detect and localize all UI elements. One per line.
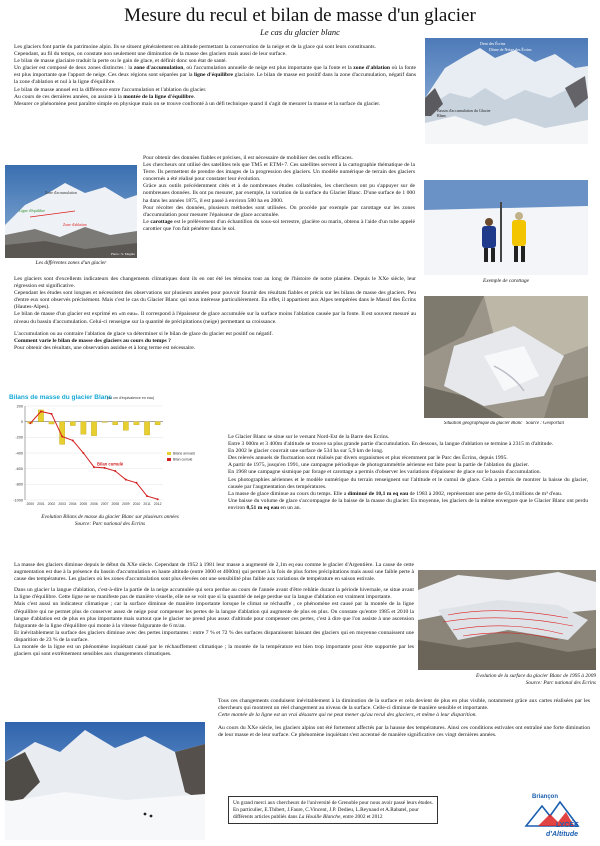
chart-source: Source: Parc national des Écrins	[74, 521, 146, 527]
surface-evolution-photo	[418, 570, 596, 670]
cumulative-balance-point	[114, 470, 116, 472]
mass-balance-chart-svg	[5, 392, 215, 512]
research-question: Comment varie le bilan de masse des glaciers au cours du temps ?	[14, 337, 171, 344]
glacier-paragraph: En 1968 une campagne sismique par forage et carottage a permis d'observer les variations d'épaisseur de glace sur le bassin d'accumulation.	[228, 469, 541, 476]
zones-photo-caption: Les différentes zones d'un glacier	[35, 260, 107, 266]
chart-title: Bilans de masse du glacier Blanc	[9, 394, 112, 401]
methods-paragraph: Les chercheurs ont utilisé des satellites tels que TM5 et ETM+7. Ces satellites servent à la cartographie thématique de la Terre. Ils permettent de prendre des images de la progression des glaciers. Un modèle numérique de terrain des glaciers concernés a été réalisé pour constater leur évolution.	[143, 162, 415, 183]
glacier-paragraph: A partir de 1975, jusqu'en 1991, une campagne périodique de photogrammétrie aérienne est faite pour la partie de l'ablation du glacier.	[228, 462, 530, 469]
history-paragraph: Le bilan de masse d'un glacier est exprimé en «m eau». Il correspond à l'épaisseur de glace accumulée sur la surface moins l'ablation causée par la fonte. Il est souvent mesuré au niveau du bassin d'accumulation. Celui-ci renseigne sur la quantité de précipitations (neige) permettant sa croissance.	[14, 311, 416, 325]
logo-city: Briançon	[532, 794, 559, 800]
page-title: Mesure du recul et bilan de masse d'un glacier	[124, 5, 476, 26]
legend-swatch-cumulative	[167, 458, 171, 461]
conclusion-text	[218, 698, 590, 770]
carottage-paragraph: Le carottage est le prélèvement d'un échantillon du sous-sol terrestre, glacière ou marin, obtenu à l'aide d'un tube appelé carottier que l'on fait pénétrer dans le sol.	[143, 218, 415, 232]
decline-paragraph: La montée de la ligne est un phénomène inquiétant causé par le réchauffement climatique ; la montée de la température est bien trop importante pour être supportée par les glaciers qui sont extrêmement sensibles aux changements climatiques.	[14, 644, 414, 658]
geographic-map-photo	[424, 296, 588, 418]
cumulative-balance-point	[157, 498, 159, 500]
volume-loss-paragraph: Une baisse du volume de glace s'accompagne de la baisse de la masse du glacier. En moyenne, les glaciers de la même envergure que le Glacier Blanc ont perdu environ 0,51 m eq eau en un an.	[228, 497, 588, 511]
surface-photo-caption: Évolution de la surface du glacier Blanc de 1995 à 2009	[475, 673, 596, 679]
x-tick-label: 2011	[143, 502, 151, 506]
annual-balance-bar	[81, 422, 86, 435]
zone-label: Zone d'accumulation	[45, 191, 77, 195]
glacier-paragraph: Les photographies aériennes et le modèle numérique du terrain renseignent sur l'altitude et le cumul de glace. Cela a permis de montrer la baisse du glacier, causée par l'augmentation des températures.	[228, 476, 588, 490]
x-tick-label: 2000	[26, 502, 35, 506]
acknowledgements-text: Un grand merci aux chercheurs de l'université de Grenoble pour nous avoir passé leurs études. En particulier, E.Thibert, J.Faure, C.Vincent, J.P. Dedieu, L.Reynaud et A.Rabatel, pour différents articles publiés dans	[233, 800, 433, 820]
accumulation-basin-photo	[425, 38, 588, 144]
glacier-paragraph: Le Glacier Blanc se situe sur le versant Nord-Est de la Barre des Écrins.	[228, 434, 390, 440]
annual-balance-bar	[91, 422, 96, 436]
glacier-blanc-text	[228, 434, 588, 554]
glacier-paragraph: Des relevés annuels de fluctuation sont réalisés par divers organismes et plus récemment par le Parc des Écrins, depuis 1995.	[228, 455, 508, 462]
legend-swatch-annual	[167, 452, 171, 455]
carottage-photo	[424, 180, 588, 275]
methods-text	[143, 155, 415, 275]
decline-paragraph: Dans un glacier la langue d'ablation, c'est-à-dire la partie de la neige accumulée qui sera perdue au cours de l'année avant d'être rebâtie durant la période hivernale, se situe avant la ligne d'équilibre. Cette ligne ne se manifeste pas de manière visuelle, elle ne se voit que si la quantité de neige perdue sur la langue d'ablation est vraiment importante.	[14, 587, 414, 601]
annual-balance-bar	[123, 422, 128, 431]
annual-balance-bar	[102, 422, 107, 423]
cumulative-balance-point	[104, 467, 106, 469]
y-tick-label: 0	[20, 419, 23, 424]
cumulative-balance-point	[29, 422, 31, 424]
history-text	[14, 276, 416, 382]
intro-paragraph: Mesurer ce phénomène peut paraître simple en physique mais on se trouve confronté à un défi technique quand il s'agit de mesurer la masse et la surface du glacier.	[14, 100, 381, 107]
x-tick-label: 2001	[37, 502, 45, 506]
intro-paragraph: Les glaciers font partie du patrimoine alpin. Ils se situent généralement en altitude permettant la conservation de la neige et de la glace qui sont leurs constituants.	[14, 44, 376, 50]
y-tick-label: -600	[15, 466, 23, 471]
annual-balance-bar	[134, 422, 139, 425]
intro-equilibre-paragraph: Au cours de ces dernières années, on assiste à la montée de la ligne d'équilibre.	[14, 93, 196, 100]
cumulative-balance-point	[40, 410, 42, 412]
carottage-caption: Exemple de carottage	[483, 278, 529, 284]
y-tick-label: -400	[15, 451, 23, 456]
x-tick-label: 2006	[90, 502, 98, 506]
glacier-paragraph: Entre 3 000m et 3 400m d'altitude se trouve sa plus grande partie d'accumulation. En dessous, la langue d'ablation se termine à 2315 m d'altitude.	[228, 441, 554, 448]
methods-paragraph: Pour récolter des données, plusieurs méthodes sont utilisées. On procède par exemple par carottage sur les zones d'accumulation pour mesurer l'épaisseur de glace accumulée.	[143, 204, 415, 218]
x-tick-label: 2002	[47, 502, 56, 506]
lycee-altitude-logo	[512, 792, 592, 842]
methods-paragraph: Pour obtenir des données fiables et précises, il est nécessaire de mobiliser des outils efficaces.	[143, 155, 353, 161]
decline-text	[14, 562, 414, 717]
cumulative-series-label: Bilan cumulé	[97, 461, 124, 467]
cumulative-balance-point	[61, 436, 63, 438]
cumulative-balance-point	[93, 466, 95, 468]
cumulative-balance-point	[72, 439, 74, 441]
intro-paragraph: Le bilan de masse annuel est la différence entre l'accumulation et l'ablation du glacier.	[14, 86, 207, 93]
annual-balance-bar	[113, 422, 118, 425]
glacier-hikers-photo	[5, 722, 205, 840]
mass-loss-paragraph: La masse de glace diminue au cours du temps. Elle a diminué de 10,1 m eq eau de 1983 à 2002, représentant une perte de 63,4 millions de m³ d'eau.	[228, 490, 563, 497]
x-tick-label: 2004	[68, 502, 77, 506]
cumulative-balance-point	[51, 413, 53, 415]
methods-paragraph: Grâce aux outils précédemment cités et à de nombreuses études collatérales, les chercheurs ont pu s'appuyer sur de nombreuses données. Ils ont pu mesurer, par exemple, la variation de la surface du Glacier Blanc. D'une surface de 1 000 ha dans les années 1875, il est passé à environ 580 ha en 2000.	[143, 183, 415, 204]
conclusion-paragraph: Au cours du XXe siècle, les glaciers alpins ont été fortement affectés par la hausse des températures. Ainsi ces conditions estivales ont entraîné une forte diminution de leur masse et de leur surface. Ce phénomène inquiétant s'est accentué de manière significative ces vingt dernières années.	[218, 725, 590, 739]
photo-credit: Photo : S. Magnin	[111, 252, 135, 256]
annual-balance-bar	[155, 422, 160, 425]
page-subtitle: Le cas du glacier blanc	[260, 27, 340, 37]
y-tick-label: -200	[15, 435, 23, 440]
y-tick-label: 200	[16, 404, 23, 409]
acknowledgements-years: , entre 2002 et 2012	[340, 813, 383, 820]
glacier-paragraph: En 2002 le glacier couvrait une surface de 534 ha sur 5,9 km de long.	[228, 448, 384, 455]
conclusion-paragraph: Tous ces changements conduisent inévitablement à la diminution de la surface et cela devient de plus en plus visible, notamment grâce aux cartes réalisées par les chercheurs qui montrent un réel changement au niveau de la surface. Celle-ci diminue de manière sensible et importante.	[218, 698, 590, 712]
x-tick-label: 2012	[153, 502, 162, 506]
x-tick-label: 2003	[58, 502, 66, 506]
photo-label: Dent des Écrins	[480, 41, 506, 46]
annual-balance-bar	[144, 422, 149, 435]
intro-text	[14, 44, 416, 148]
cumulative-balance-point	[146, 495, 148, 497]
x-tick-label: 2010	[132, 502, 141, 506]
legend-label: Bilan cumulé	[173, 457, 193, 462]
glacier-zones-photo	[5, 165, 137, 258]
cumulative-balance-point	[135, 482, 137, 484]
y-tick-label: -1000	[13, 498, 23, 503]
journal-name: La Houille Blanche	[298, 813, 341, 820]
x-tick-label: 2007	[100, 502, 109, 506]
acknowledgements-box	[228, 796, 438, 824]
conclusion-highlight: Cette montée de la ligne est un vrai désastre qui ne peut mener qu'au recul des glaciers, et même à leur disparition.	[218, 712, 477, 719]
cumulative-balance-point	[125, 479, 127, 481]
x-tick-label: 2009	[122, 502, 130, 506]
decline-paragraph: Mais c'est aussi un indicateur climatique ; car la surface diminue de manière importante lorsque le climat se réchauffe , ce phénomène est causé par la montée de la ligne d'équilibre qui ne permet plus de conserver assez de neige pour compenser les pertes de la langue d'ablation qui augmente de plus en plus. On constate qu'entre 1985 et 2010 la langue d'ablation est de plus en plus importante mais surtout que le glacier ne prend plus assez d'altitude pour compenser ces pertes, c'est à dire que l'on assiste à une ascension fulgurante de la ligne d'équilibre qui monte à la vitesse fulgurante de 6 m/an.	[14, 601, 414, 629]
x-tick-label: 2005	[79, 502, 88, 506]
decline-paragraph: La masse des glaciers diminue depuis le début du XXe siècle. Cependant de 1952 à 1981 leur masse a augmenté de 2,1m eq eau comme le glacier d'Argentière. La cause de cette augmentation est due à la présence du bassin d'accumulation en haute altitude (entre 3000 et 4000m) qui permet à la fois de plus fortes précipitations mais aussi une faible perte à cause des températures. Les glaciers où les zones d'accumulation sont plus élevées ont une sensibilité plus faible aux variations de température en saison estivale.	[14, 562, 414, 583]
x-tick-label: 2008	[111, 502, 120, 506]
intro-paragraph: Cependant, au fil du temps, on constate non seulement une diminution de la masse des glaciers mais aussi de leur surface.	[14, 51, 287, 58]
history-paragraph: L'accumulation ou au contraire l'ablation de glace va déterminer si le bilan de glace du glacier est positif ou négatif.	[14, 330, 273, 337]
intro-paragraph: Le bilan de masse glaciaire traduit la perte ou le gain de glace, et définit donc son état de santé.	[14, 58, 227, 65]
decline-paragraph: Et inévitablement la surface des glaciers diminue avec des pertes importantes : entre 7 % et 72 % des surfaces disparaissent laissant des glaciers qui en moyenne connaissent une disparition de 23 % de la surface.	[14, 629, 414, 643]
zone-label: Zone d'ablation	[63, 223, 87, 227]
legend-label: Bilans annuels	[173, 451, 196, 456]
annual-balance-bar	[70, 422, 75, 426]
history-paragraph: Les glaciers sont d'excellents indicateurs des changements climatiques dont ils en ont été les témoins tout au long de l'histoire de notre planète. Depuis le XXe siècle, leur régression est significative.	[14, 276, 416, 290]
surface-photo-source: Source: Parc national des Écrins	[525, 680, 596, 686]
logo-school-line1: LYCÉE	[556, 822, 579, 829]
zone-label: Ligne d'équilibre	[19, 209, 45, 213]
photo-label: Dôme de Neige des Écrins	[489, 47, 532, 52]
logo-school-line2: d'Altitude	[546, 831, 578, 838]
photo-label: Bassin d'accumulation du Glacier Blanc	[437, 108, 491, 118]
history-paragraph: Cependant les études sont longues et nécessitent des observations sur plusieurs années pour pouvoir fournir des résultats fiables et précis sur les bilans de masse des glaciers. Peu d'entre eux sont observés précisément. Mais c'est le cas du Glacier Blanc qui nous intéresse particulièrement. En effet, il appartient aux Alpes tempérées dans le Massif des Écrins (Hautes-Alpes).	[14, 290, 416, 311]
intro-zones-paragraph: Un glacier est composé de deux zones distinctes : la zone d'accumulation, où l'accumulation annuelle de neige est plus importante que la fonte et la zone d'ablation où la fonte est plus importante que l'apport de neige. Ces deux régions sont séparées par la ligne d'équilibre glaciaire. Le bilan de masse est positif dans la zone d'accumulation, négatif dans la zone d'ablation et nul à la ligne d'équilibre.	[14, 65, 416, 86]
y-tick-label: -800	[15, 482, 23, 487]
mass-balance-chart	[5, 392, 215, 512]
chart-caption: Évolution Bilans de masse du glacier Blanc sur plusieurs années	[41, 514, 179, 520]
history-paragraph: Pour obtenir des résultats, une observation assidue et à long terme est nécessaire.	[14, 344, 196, 351]
cumulative-balance-point	[82, 452, 84, 454]
annual-balance-bar	[49, 422, 54, 424]
map-caption: Situation géographique du glacier Blanc Source : Géoportail	[443, 421, 565, 426]
chart-title-unit: (en cm d'équivalence en eau)	[107, 396, 155, 400]
